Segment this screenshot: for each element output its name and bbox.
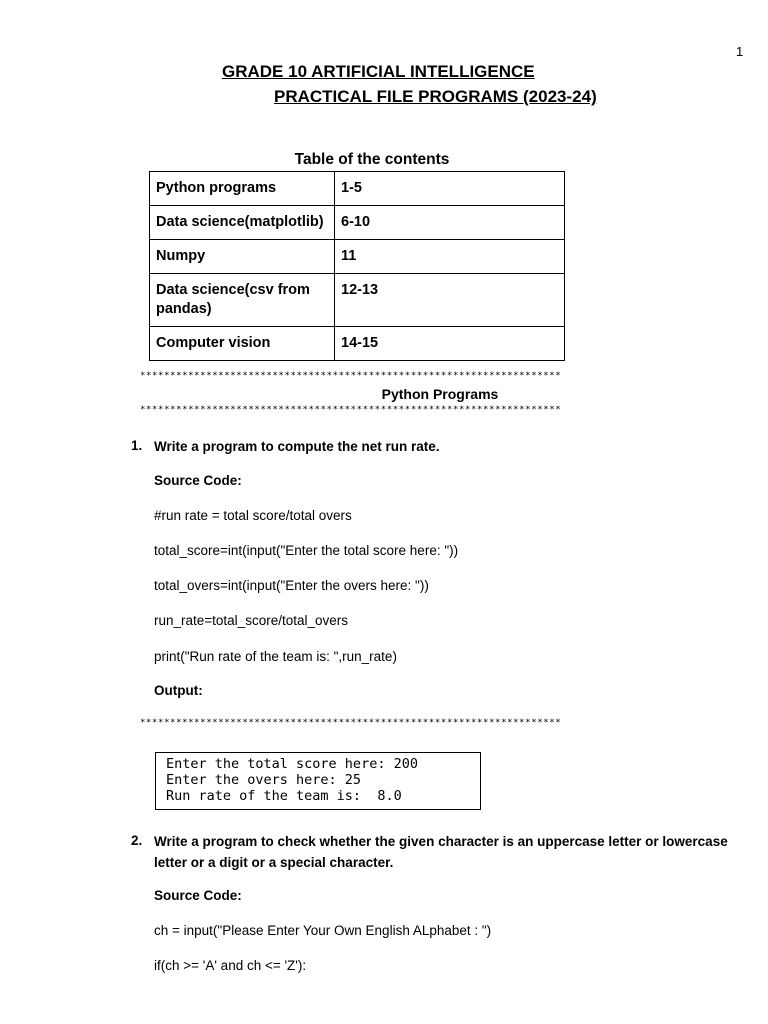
code-line: total_overs=int(input("Enter the overs here: ")) xyxy=(154,578,429,593)
source-code-label: Source Code: xyxy=(154,888,242,903)
console-line: Enter the total score here: 200 xyxy=(166,756,418,772)
source-code-label: Source Code: xyxy=(154,473,242,488)
toc-row xyxy=(150,240,565,274)
code-line: print("Run rate of the team is: ",run_rate) xyxy=(154,649,397,664)
document-subtitle: PRACTICAL FILE PROGRAMS (2023-24) xyxy=(274,87,597,106)
code-line: ch = input("Please Enter Your Own English ALphabet : ") xyxy=(154,923,492,938)
toc-pages: 12-13 xyxy=(335,274,565,327)
toc-table xyxy=(149,171,565,361)
output-label: Output: xyxy=(154,683,203,698)
separator-line: ********************************************************************** xyxy=(140,371,562,381)
toc-topic: Python programs xyxy=(150,172,335,206)
toc-heading: Table of the contents xyxy=(294,151,450,168)
code-line: total_score=int(input("Enter the total score here: ")) xyxy=(154,543,459,558)
question-number: 2. xyxy=(131,833,143,848)
toc-topic: Numpy xyxy=(150,240,335,274)
toc-pages: 6-10 xyxy=(335,206,565,240)
question-text: Write a program to compute the net run rate. xyxy=(154,439,440,454)
toc-row xyxy=(150,327,565,361)
toc-topic: Data science(matplotlib) xyxy=(150,206,335,240)
separator-line: ********************************************************************** xyxy=(140,405,562,415)
section-title: Python Programs xyxy=(381,386,499,402)
question-text: Write a program to check whether the given character is an uppercase letter or lowercase letter or a digit or a special character. xyxy=(154,834,728,870)
document-title: GRADE 10 ARTIFICIAL INTELLIGENCE xyxy=(222,62,535,81)
console-line: Run rate of the team is: 8.0 xyxy=(166,788,402,804)
code-line: if(ch >= 'A' and ch <= 'Z'): xyxy=(154,958,307,973)
toc-row xyxy=(150,274,565,327)
toc-pages: 14-15 xyxy=(335,327,565,361)
toc-pages: 1-5 xyxy=(335,172,565,206)
console-output xyxy=(155,752,481,810)
toc-topic: Data science(csv from pandas) xyxy=(150,274,335,327)
toc-row xyxy=(150,172,565,206)
toc-topic: Computer vision xyxy=(150,327,335,361)
toc-pages: 11 xyxy=(335,240,565,274)
code-line: run_rate=total_score/total_overs xyxy=(154,613,348,628)
console-line: Enter the overs here: 25 xyxy=(166,772,362,788)
toc-row xyxy=(150,206,565,240)
question-number: 1. xyxy=(131,438,143,453)
code-line: #run rate = total score/total overs xyxy=(154,508,352,523)
page-number: 1 xyxy=(736,44,744,59)
separator-line: ********************************************************************** xyxy=(140,718,562,728)
